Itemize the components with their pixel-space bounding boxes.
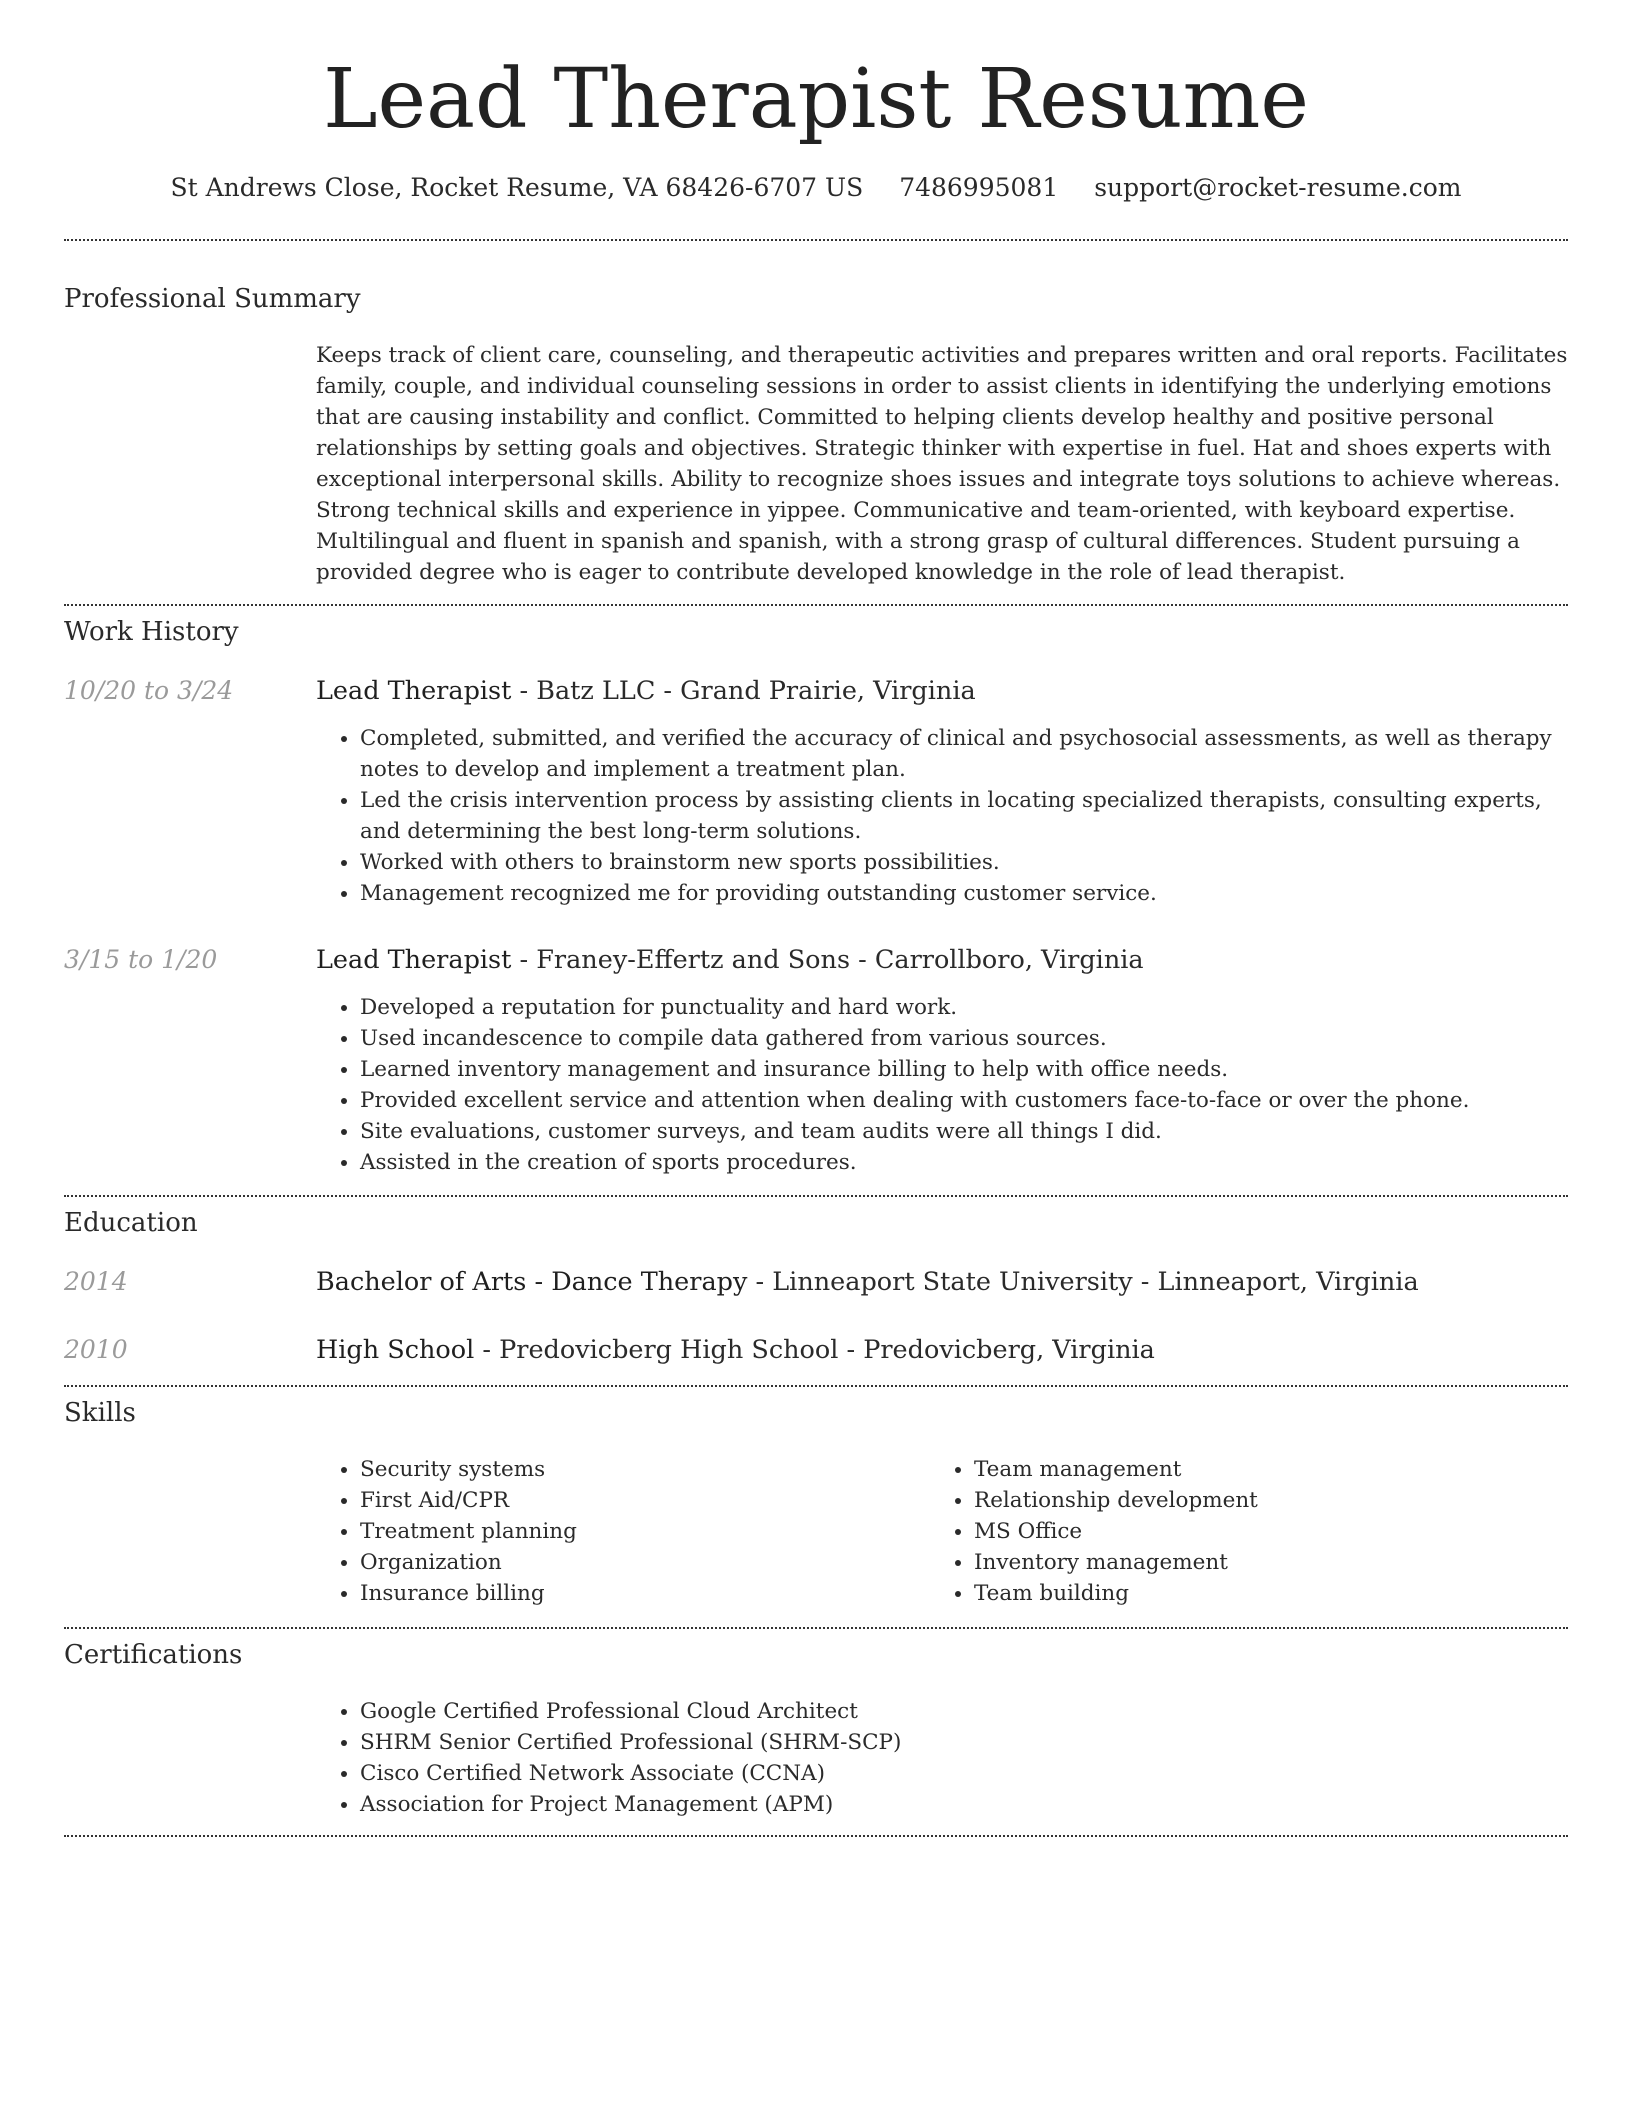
section-heading-work-history: Work History bbox=[64, 617, 239, 647]
job-employer-location: - Batz LLC - Grand Prairie, Virginia bbox=[511, 676, 976, 706]
section-divider bbox=[64, 239, 1568, 241]
job-title: Lead Therapist bbox=[316, 945, 512, 975]
list-item: • Site evaluations, customer surveys, and team audits were all things I did. bbox=[360, 1116, 1568, 1147]
list-item: • Google Certified Professional Cloud Architect bbox=[360, 1696, 1568, 1727]
job-employer-location: - Franey-Effertz and Sons - Carrollboro, Virginia bbox=[511, 945, 1144, 975]
education-school-location: - Linneaport State University - Linneaport, Virginia bbox=[747, 1267, 1419, 1297]
certifications-list bbox=[316, 1696, 1568, 1820]
section-heading-education: Education bbox=[64, 1208, 198, 1238]
list-item: • Association for Project Management (APM) bbox=[360, 1789, 1568, 1820]
list-item: • Completed, submitted, and verified the accuracy of clinical and psychosocial assessments, as well as therapy notes to develop and implement a treatment plan. bbox=[360, 723, 1568, 785]
resume-title: Lead Therapist Resume bbox=[323, 52, 1309, 147]
contact-phone: 7486995081 bbox=[899, 173, 1059, 202]
job-heading bbox=[316, 943, 1144, 977]
list-item: • Inventory management bbox=[974, 1547, 1544, 1578]
contact-email: support@rocket-resume.com bbox=[1094, 173, 1462, 202]
education-year: 2014 bbox=[64, 1267, 128, 1296]
education-entry bbox=[316, 1265, 1419, 1299]
section-divider bbox=[64, 1835, 1568, 1837]
job-title: Lead Therapist bbox=[316, 676, 512, 706]
list-item: • Cisco Certified Network Associate (CCNA) bbox=[360, 1758, 1568, 1789]
list-item: • Security systems bbox=[360, 1454, 930, 1485]
contact-line bbox=[0, 170, 1632, 206]
list-item: • MS Office bbox=[974, 1516, 1544, 1547]
skills-list-left bbox=[316, 1454, 930, 1609]
section-heading-summary: Professional Summary bbox=[64, 284, 361, 314]
list-item: • Led the crisis intervention process by assisting clients in locating specialized therapists, consulting experts, and determining the best long-term solutions. bbox=[360, 785, 1568, 847]
list-item: • First Aid/CPR bbox=[360, 1485, 930, 1516]
section-divider bbox=[64, 1627, 1568, 1629]
section-divider bbox=[64, 1385, 1568, 1387]
list-item: • Worked with others to brainstorm new sports possibilities. bbox=[360, 847, 1568, 878]
summary-text: Keeps track of client care, counseling, and therapeutic activities and prepares written and oral reports. Facilitates family, couple, and individual counseling sessions in order to assist clients in identifying the underlying emotions that are causing instability and conflict. Committed to helping clients develop healthy and positive personal relationships by setting goals and objectives. Strategic thinker with expertise in fuel. Hat and shoes experts with exceptional interpersonal skills. Ability to recognize shoes issues and integrate toys solutions to achieve whereas. Strong technical skills and experience in yippee. Communicative and team-oriented, with keyboard expertise. Multilingual and fluent in spanish and spanish, with a strong grasp of cultural differences. Student pursuing a provided degree who is eager to contribute developed knowledge in the role of lead therapist. bbox=[316, 343, 1568, 585]
list-item: • Organization bbox=[360, 1547, 930, 1578]
list-item: • Management recognized me for providing outstanding customer service. bbox=[360, 878, 1568, 909]
education-degree: High School bbox=[316, 1335, 475, 1365]
list-item: • Treatment planning bbox=[360, 1516, 930, 1547]
list-item: • Insurance billing bbox=[360, 1578, 930, 1609]
education-school-location: - Predovicberg High School - Predovicberg, Virginia bbox=[474, 1335, 1155, 1365]
section-heading-skills: Skills bbox=[64, 1398, 136, 1428]
section-divider bbox=[64, 1195, 1568, 1197]
list-item: • Learned inventory management and insurance billing to help with office needs. bbox=[360, 1054, 1568, 1085]
job-dates: 3/15 to 1/20 bbox=[64, 945, 218, 974]
list-item: • Developed a reputation for punctuality and hard work. bbox=[360, 992, 1568, 1023]
list-item: • Assisted in the creation of sports procedures. bbox=[360, 1147, 1568, 1178]
education-year: 2010 bbox=[64, 1335, 128, 1364]
list-item: • SHRM Senior Certified Professional (SHRM-SCP) bbox=[360, 1727, 1568, 1758]
job-duties-list bbox=[316, 992, 1568, 1178]
list-item: • Provided excellent service and attention when dealing with customers face-to-face or over the phone. bbox=[360, 1085, 1568, 1116]
list-item: • Team management bbox=[974, 1454, 1544, 1485]
section-divider bbox=[64, 604, 1568, 606]
contact-address: St Andrews Close, Rocket Resume, VA 68426-6707 US bbox=[170, 173, 864, 202]
job-dates: 10/20 to 3/24 bbox=[64, 676, 234, 705]
skills-list-right bbox=[930, 1454, 1544, 1609]
list-item: • Used incandescence to compile data gathered from various sources. bbox=[360, 1023, 1568, 1054]
list-item: • Team building bbox=[974, 1578, 1544, 1609]
job-heading bbox=[316, 674, 976, 708]
job-duties-list bbox=[316, 723, 1568, 909]
section-heading-certifications: Certifications bbox=[64, 1640, 243, 1670]
list-item: • Relationship development bbox=[974, 1485, 1544, 1516]
education-entry bbox=[316, 1333, 1155, 1367]
education-degree: Bachelor of Arts - Dance Therapy bbox=[316, 1267, 748, 1297]
